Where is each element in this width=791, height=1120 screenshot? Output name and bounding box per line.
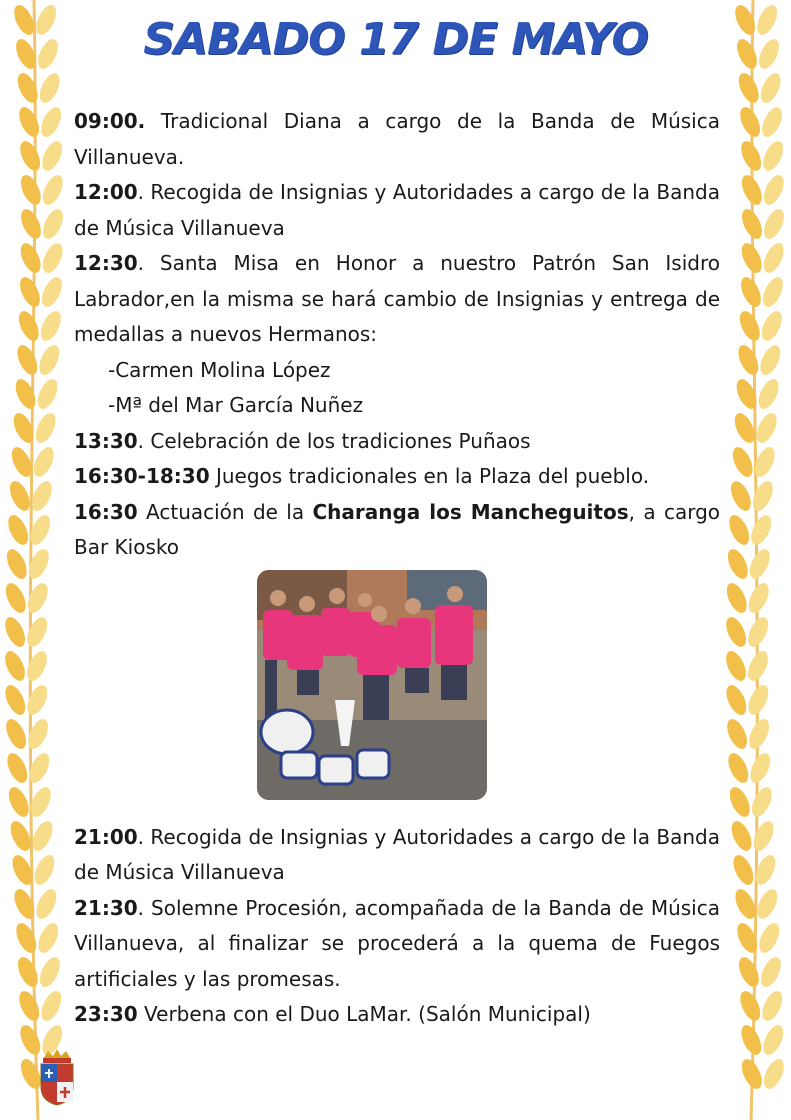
wheat-grain-left (15, 308, 43, 344)
wheat-grain-right (736, 104, 764, 140)
wheat-grain-left (12, 920, 40, 956)
wheat-grain-left (12, 376, 40, 412)
wheat-grain-left (23, 682, 51, 718)
band-photo (257, 570, 487, 800)
wheat-grain-left (30, 444, 58, 480)
wheat-grain-right (759, 1022, 787, 1058)
wheat-grain-right (760, 172, 788, 208)
wheat-grain-right (728, 818, 756, 854)
schedule-item-1630-1830 (74, 459, 720, 495)
wheat-grain-right (757, 954, 785, 990)
item-text: . Recogida de Insignias y Autoridades a cargo de la Banda de Música Villanueva (74, 824, 720, 884)
wheat-grain-left (1, 682, 29, 718)
item-text: , a cargo Bar Kiosko (74, 499, 720, 559)
schedule-item-2100 (74, 820, 720, 891)
wheat-grain-right (727, 478, 755, 514)
wheat-grain-right (737, 138, 765, 174)
wheat-grain-left (2, 716, 30, 752)
wheat-grain-left (16, 138, 44, 174)
wheat-grain-left (37, 104, 65, 140)
wheat-grain-right (758, 988, 786, 1024)
wheat-grain-left (24, 716, 52, 752)
wheat-grain-left (10, 886, 38, 922)
wheat-grain-right (733, 376, 761, 412)
item-text: Actuación de la (137, 499, 313, 524)
wheat-grain-left (1, 614, 29, 650)
item-time: 13:30 (74, 428, 138, 453)
wheat-grain-left (39, 240, 67, 276)
wheat-grain-left (35, 342, 63, 378)
wheat-grain-left (15, 104, 43, 140)
wheat-grain-left (32, 410, 60, 446)
wheat-grain-right (723, 580, 751, 616)
wheat-grain-left (15, 988, 43, 1024)
wheat-grain-right (757, 70, 785, 106)
wheat-grain-left (17, 240, 45, 276)
wheat-grain-right (744, 682, 772, 718)
honoree-2: -Mª del Mar García Nuñez (108, 393, 364, 417)
item-text: . Solemne Procesión, acompañada de la Banda de Música Villanueva, al finalizar se procederá a la quema de Fuegos artificiales y las promesas. (74, 895, 720, 991)
item-time: 12:30 (74, 251, 138, 275)
wheat-grain-right (737, 274, 765, 310)
wheat-grain-right (738, 172, 766, 208)
wheat-grain-right (755, 376, 783, 412)
wheat-grain-right (746, 750, 774, 786)
wheat-grain-left (1, 648, 29, 684)
wheat-grain-right (744, 614, 772, 650)
wheat-grain-right (725, 512, 753, 548)
item-text: . Recogida de Insignias y Autoridades a cargo de la Banda de Música Villanueva (74, 180, 720, 240)
schedule-item-1330 (74, 424, 720, 460)
item-time: 23:30 (74, 1002, 138, 1026)
wheat-grain-left (3, 750, 31, 786)
wheat-grain-right (756, 342, 784, 378)
schedule (74, 104, 720, 1033)
wheat-grain-left (30, 852, 58, 888)
wheat-grain-right (736, 988, 764, 1024)
wheat-grain-left (5, 784, 33, 820)
item-time: 12:00 (74, 180, 138, 204)
wheat-grain-right (753, 410, 781, 446)
wheat-grain-left (2, 580, 30, 616)
wheat-grain-left (24, 580, 52, 616)
wheat-grain-left (38, 138, 66, 174)
wheat-grain-right (745, 716, 773, 752)
wheat-grain-right (726, 784, 754, 820)
wheat-grain-right (735, 70, 763, 106)
wheat-grain-right (746, 546, 774, 582)
wheat-grain-left (25, 546, 53, 582)
page-title: SABADO 17 DE MAYO (143, 14, 648, 65)
wheat-grain-right (724, 546, 752, 582)
wheat-grain-left (32, 886, 60, 922)
schedule-item-1200 (74, 175, 720, 246)
wheat-grain-right (759, 138, 787, 174)
wheat-grain-right (722, 682, 750, 718)
wheat-grain-left (14, 70, 42, 106)
wheat-grain-left (37, 988, 65, 1024)
item-time: 16:30 (74, 499, 138, 524)
wheat-grain-right (744, 648, 772, 684)
honoree-1: -Carmen Molina López (108, 357, 331, 382)
wheat-grain-right (749, 478, 777, 514)
item-text: Juegos tradicionales en la Plaza del pueblo. (209, 464, 650, 488)
wheat-grain-right (750, 818, 778, 854)
wheat-grain-left (39, 206, 67, 242)
wheat-grain-right (760, 206, 788, 242)
wheat-grain-right (738, 1056, 766, 1092)
wheat-grain-right (745, 580, 773, 616)
wheat-grain-left (17, 206, 45, 242)
item-time: 16:30-18:30 (74, 464, 210, 488)
wheat-grain-right (738, 206, 766, 242)
wheat-grain-right (747, 512, 775, 548)
wheat-grain-left (36, 954, 64, 990)
wheat-grain-left (34, 920, 62, 956)
wheat-grain-right (758, 104, 786, 140)
wheat-grain-left (39, 172, 67, 208)
wheat-grain-right (723, 716, 751, 752)
wheat-grain-right (748, 784, 776, 820)
wheat-grain-right (759, 274, 787, 310)
wheat-grain-left (36, 70, 64, 106)
wheat-grain-right (738, 240, 766, 276)
wheat-grain-right (722, 614, 750, 650)
wheat-grain-left (38, 274, 66, 310)
item-time: 09:00. (74, 109, 146, 133)
wheat-grain-left (37, 308, 65, 344)
item-time: 21:30 (74, 895, 138, 920)
wheat-grain-left (34, 376, 62, 412)
schedule-item-1630 (74, 495, 720, 566)
wheat-grain-right (734, 342, 762, 378)
wheat-grain-right (760, 1056, 788, 1092)
wheat-grain-left (14, 954, 42, 990)
wheat-grain-left (13, 342, 41, 378)
schedule-item-0900 (74, 104, 720, 175)
item-text: Verbena con el Duo LaMar. (Salón Municipal) (137, 1002, 591, 1026)
wheat-grain-right (729, 444, 757, 480)
schedule-item-2330 (74, 997, 720, 1033)
schedule-item-1230 (74, 246, 720, 353)
wheat-grain-right (735, 954, 763, 990)
wheat-grain-right (737, 1022, 765, 1058)
wheat-grain-right (736, 308, 764, 344)
wheat-grain-left (16, 274, 44, 310)
wheat-grain-right (729, 852, 757, 888)
item-text: Tradicional Diana a cargo de la Banda de Música Villanueva. (74, 109, 720, 169)
wheat-grain-left (23, 614, 51, 650)
wheat-grain-left (6, 478, 34, 514)
item-text: . Santa Misa en Honor a nuestro Patrón San Isidro Labrador,en la misma se hará cambio de Insignias y entrega de medallas a nuevos Hermanos: (74, 251, 720, 346)
wheat-grain-right (722, 648, 750, 684)
wheat-grain-left (4, 512, 32, 548)
schedule-item-2130 (74, 891, 720, 998)
wheat-grain-left (3, 546, 31, 582)
wheat-grain-right (758, 308, 786, 344)
item-text: . Celebración de los tradiciones Puñaos (137, 428, 531, 453)
wheat-grain-left (17, 172, 45, 208)
wheat-grain-left (23, 648, 51, 684)
wheat-grain-right (724, 750, 752, 786)
item-time: 21:00 (74, 824, 138, 849)
wheat-grain-right (755, 920, 783, 956)
charanga-name: Charanga los Mancheguitos (312, 499, 629, 524)
wheat-grain-right (760, 240, 788, 276)
town-crest-icon (38, 1047, 76, 1107)
